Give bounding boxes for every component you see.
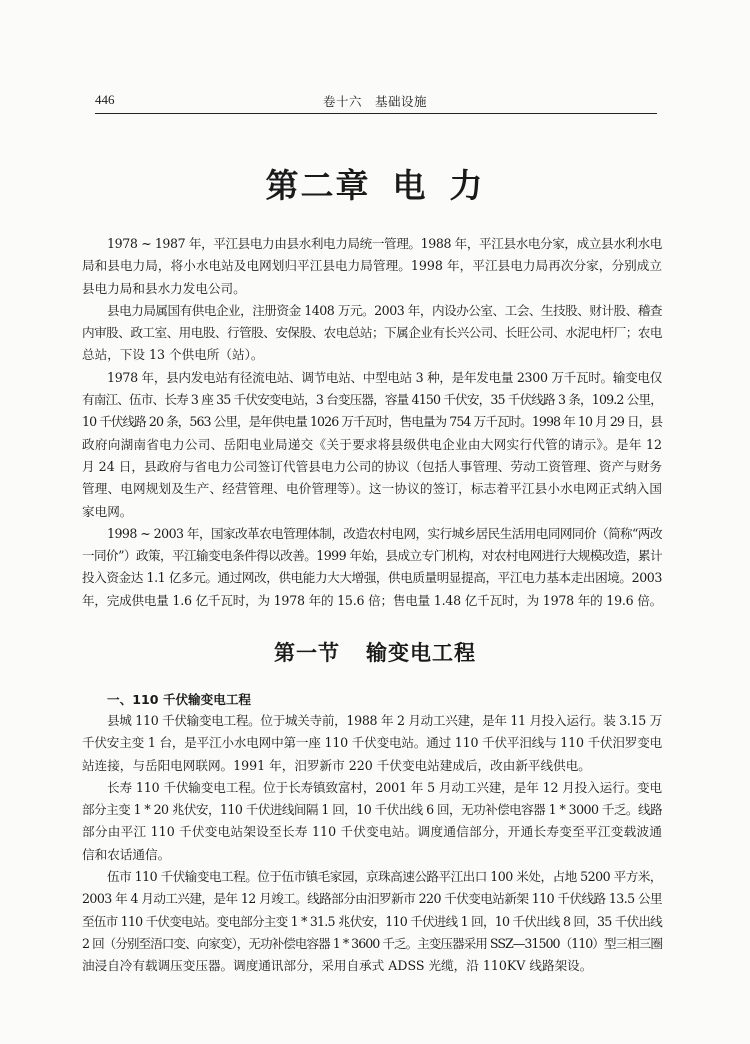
paragraph-line: 伍市 110 千伏输变电工程。位于伍市镇毛家园，京珠高速公路平江出口 100 米处，占地 5200 平方米，	[107, 869, 662, 885]
subsection-title: 一、110 千伏输变电工程	[107, 692, 252, 707]
chapter-name-char-2: 力	[449, 166, 485, 205]
paragraph-line: 至伍市 110 千伏变电站。变电部分主变 1 * 31.5 兆伏安，110 千伏进线 1 回，10 千伏出线 8 回，35 千伏出线	[82, 913, 662, 929]
paragraph-line: 县电力局属国有供电企业，注册资金 1408 万元。2003 年，内设办公室、工会、生技股、财计股、稽查	[107, 302, 662, 318]
section-name: 输变电工程	[366, 641, 476, 665]
paragraph-line: 总站，下设 13 个供电所（站）。	[82, 347, 264, 363]
running-header	[95, 90, 655, 112]
paragraph-line: 一同价”）政策，平江输变电条件得以改善。1999 年始，县成立专门机构，对农村电网进行大规模改造，累计	[82, 548, 662, 564]
paragraph-line: 县城 110 千伏输变电工程。位于城关寺前，1988 年 2 月动工兴建，是年 11 月投入运行。装 3.15 万	[107, 713, 662, 728]
section-number: 第一节	[274, 641, 340, 665]
paragraph-line: 千伏安主变 1 台，是平江小水电网中第一座 110 千伏变电站。通过 110 千伏平汨线与 110 千伏汨罗变电	[82, 735, 662, 751]
paragraph-line: 县电力局和县水力发电公司。	[82, 280, 246, 296]
paragraph-line: 月 24 日，县政府与省电力公司签订代管县电力公司的协议（包括人事管理、劳动工资管理、资产与财务	[82, 458, 662, 474]
paragraph-line: 管理、电网规划及生产、经营管理、电价管理等）。这一协议的签订，标志着平江县小水电网正式纳入国	[82, 481, 662, 497]
paragraph-line: 2003 年 4 月动工兴建，是年 12 月竣工。线路部分由汨罗新市 220 千伏变电站新架 110 千伏线路 13.5 公里	[82, 891, 662, 907]
paragraph-line: 部分主变 1 * 20 兆伏安，110 千伏进线间隔 1 回，10 千伏出线 6 回，无功补偿电容器 1 * 3000 千乏。线路	[82, 802, 662, 818]
intro-text	[82, 233, 662, 612]
paragraph-line: 政府向湖南省电力公司、岳阳电业局递交《关于要求将县级供电企业由大网实行代管的请示》。是年 12	[82, 436, 662, 452]
paragraph-line: 站连接，与岳阳电网联网。1991 年，汨罗新市 220 千伏变电站建成后，改由新平线供电。	[82, 757, 591, 773]
paragraph-line: 1978 年，县内发电站有径流电站、调节电站、中型电站 3 种，是年发电量 2300 万千瓦时。输变电仅	[107, 369, 662, 385]
paragraph-line: 年，完成供电量 1.6 亿千瓦时，为 1978 年的 15.6 倍；售电量 1.48 亿千瓦时，为 1978 年的 19.6 倍。	[82, 592, 662, 608]
paragraph-line: 内审股、政工室、用电股、行管股、安保股、农电总站；下属企业有长兴公司、长旺公司、水泥电杆厂；农电	[82, 325, 663, 341]
paragraph-line: 2 回（分别至浯口变、向家变），无功补偿电容器 1 * 3600 千乏。主变压器采用 SSZ—31500（110）型三相三圈	[82, 935, 662, 951]
paragraph-line: 局和县电力局，将小水电站及电网划归平江县电力局管理。1998 年，平江县电力局再次分家，分别成立	[82, 258, 662, 274]
header-rule	[95, 113, 657, 114]
section-text	[82, 710, 662, 978]
chapter-title	[0, 160, 750, 207]
section-title	[0, 637, 750, 667]
paragraph-line: 有南江、伍市、长寿 3 座 35 千伏安变电站，3 台变压器，容量 4150 千伏安，35 千伏线路 3 条，109.2 公里，	[82, 392, 662, 408]
paragraph-line: 投入资金达 1.1 亿多元。通过网改，供电能力大大增强，供电质量明显提高，平江电力基本走出困境。2003	[82, 570, 662, 586]
paragraph-line: 1998 ~ 2003 年，国家改革农电管理体制，改造农村电网，实行城乡居民生活用电同网同价（简称“两改	[107, 525, 662, 541]
paragraph-line: 部分由平江 110 千伏变电站架设至长寿 110 千伏变电站。调度通信部分，开通长寿变至平江变载波通	[82, 824, 662, 840]
paragraph-line: 家电网。	[82, 503, 133, 519]
paragraph-line: 1978 ~ 1987 年，平江县电力由县水利电力局统一管理。1988 年，平江县水电分家，成立县水利水电	[107, 236, 662, 251]
paragraph-line: 10 千伏线路 20 条，563 公里，是年供电量 1026 万千瓦时，售电量为 754 万千瓦时。1998 年 10 月 29 日，县	[82, 414, 662, 430]
paragraph-line: 信和农话通信。	[82, 846, 171, 862]
running-title: 卷十六 基础设施	[322, 94, 427, 109]
paragraph-line: 油浸自冷有载调压变压器。调度通讯部分，采用自承式 ADSS 光缆，沿 110KV 线路架设。	[82, 958, 593, 974]
paragraph-line: 长寿 110 千伏输变电工程。位于长寿镇致富村，2001 年 5 月动工兴建，是年 12 月投入运行。变电	[107, 779, 662, 795]
chapter-name-char-1: 电	[392, 166, 428, 205]
chapter-number: 第二章	[265, 166, 371, 205]
page-number: 446	[95, 92, 115, 107]
